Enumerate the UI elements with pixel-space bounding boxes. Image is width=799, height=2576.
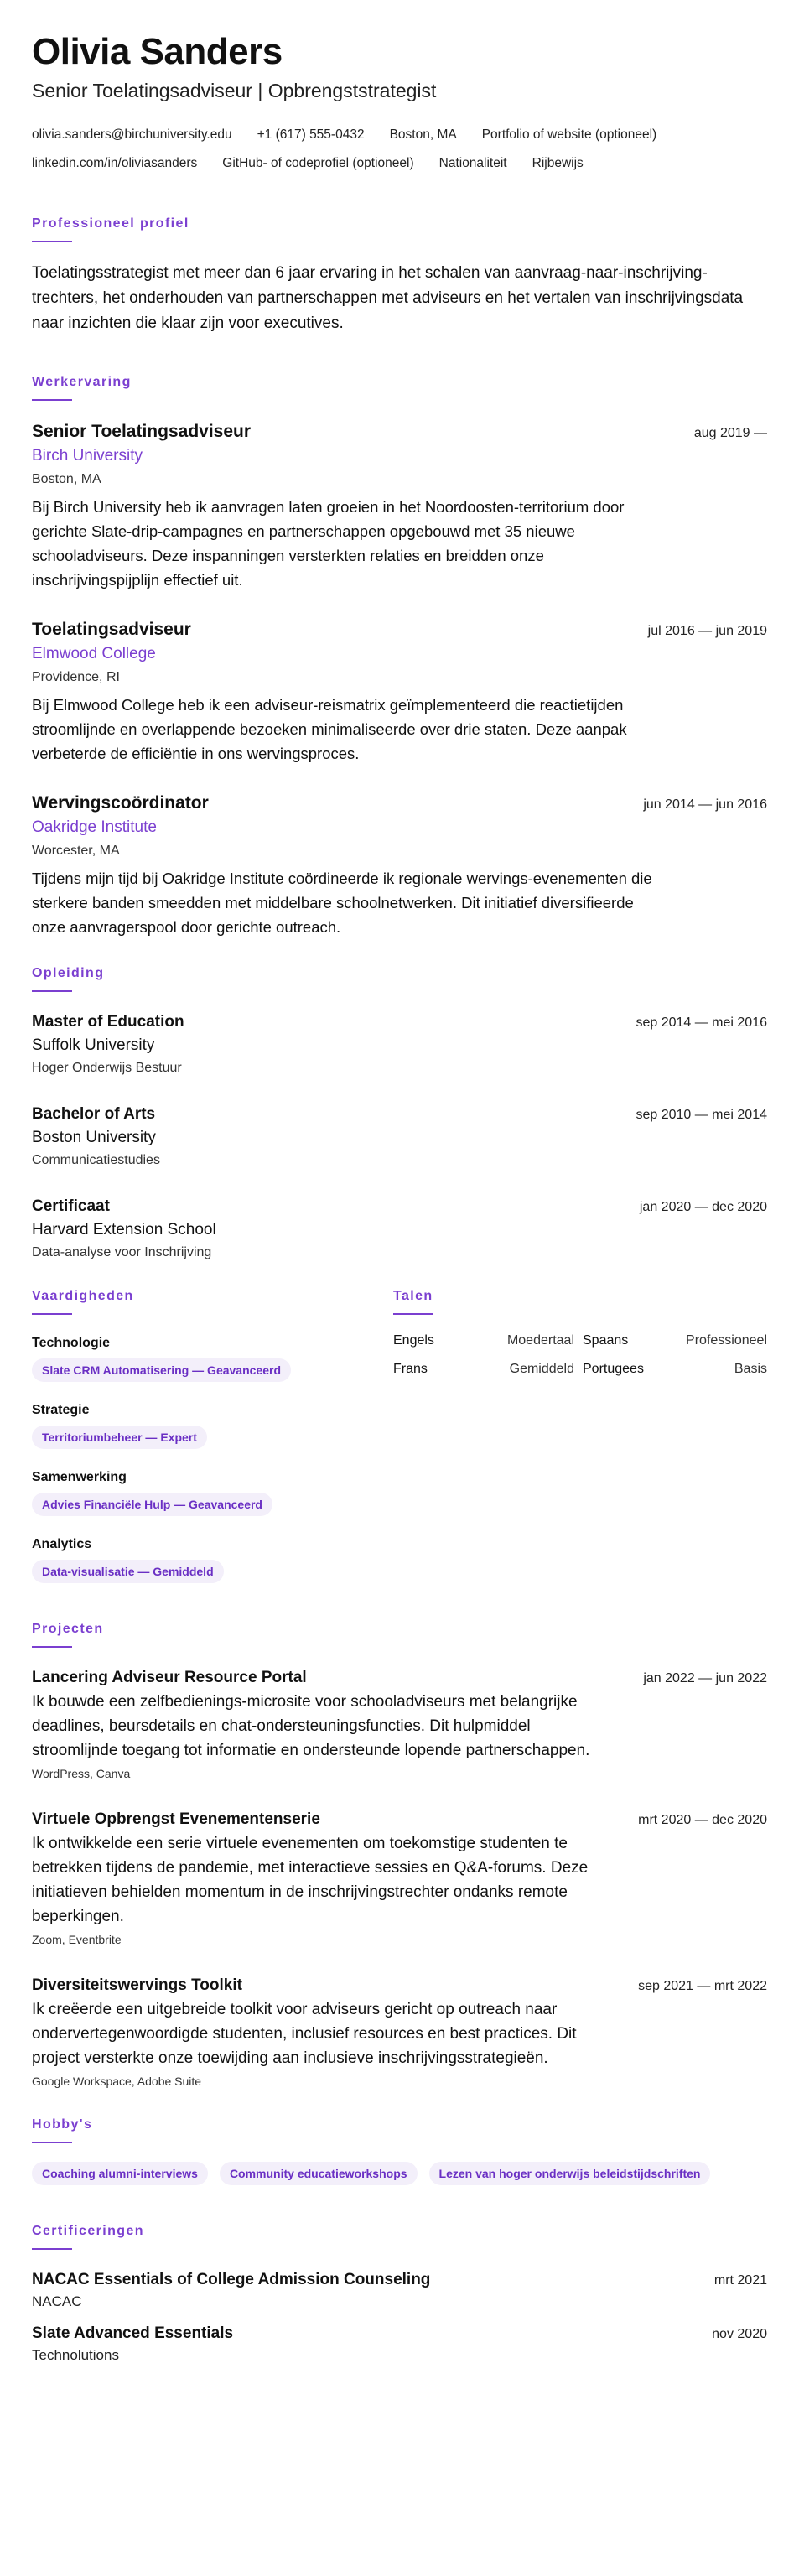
contact-list [32,121,767,178]
section-title: Werkervaring [32,375,132,389]
section-divider [32,2142,72,2143]
project-tools: WordPress, Canva [32,1767,131,1780]
education-entry [32,1195,767,1264]
section-divider [32,990,72,992]
project-dates: mrt 2020 — dec 2020 [638,1813,767,1827]
contact-drivers-license: Rijbewijs [532,156,584,170]
field-of-study: Data-analyse voor Inschrijving [32,1245,212,1259]
job-title: Senior Toelatingsadviseur [32,422,252,441]
contact-linkedin[interactable]: linkedin.com/in/oliviasanders [32,156,198,170]
certifications-section [32,2222,767,2366]
skill-category: Analytics [32,1537,92,1551]
field-of-study: Hoger Onderwijs Bestuur [32,1061,182,1075]
contact-phone[interactable]: +1 (617) 555-0432 [257,127,365,142]
language-name: Spaans [583,1333,629,1348]
contact-github[interactable]: GitHub- of codeprofiel (optioneel) [222,156,414,170]
skill-tag: Data-visualisatie — Gemiddeld [32,1560,224,1583]
skill-category: Strategie [32,1403,90,1417]
project-entry [32,1666,767,1783]
skill-tag: Slate CRM Automatisering — Geavanceerd [32,1358,291,1382]
language-name: Portugees [583,1362,644,1376]
language-level: Professioneel [686,1333,767,1348]
profile-text: Toelatingsstrategist met meer dan 6 jaar ervaring in het schalen van aanvraag-naar-inschrijving-trechters, het onderhouden van partnerschappen met adviseurs en het vertalen van inschrijvingsdata naar inzichten die klaar zijn voor executives. [32,264,744,332]
certification-issuer: Technolutions [32,2347,119,2363]
job-dates: jul 2016 — jun 2019 [647,624,767,638]
employer-name: Elmwood College [32,645,156,662]
job-location: Boston, MA [32,472,101,486]
education-dates: sep 2014 — mei 2016 [636,1015,767,1030]
degree-title: Bachelor of Arts [32,1105,156,1123]
hobby-tag: Coaching alumni-interviews [32,2162,208,2185]
projects-section [32,1620,767,2090]
contact-nationality: Nationaliteit [438,156,507,170]
experience-entry [32,419,767,592]
resume-header [32,30,767,178]
school-name: Harvard Extension School [32,1221,216,1239]
job-description: Bij Birch University heb ik aanvragen laten groeien in het Noordoosten-territorium door gerichte Slate-drip-campagnes en partnerschappen opgebouwd met 35 nieuwe schooladviseurs. Deze inspanningen versterkten relaties en breidden onze inschrijvingspijplijn effectief uit. [32,498,625,589]
job-description: Tijdens mijn tijd bij Oakridge Institute coördineerde ik regionale wervings-evenementen die sterkere banden smeedden met middelbare schoolnetwerken. Dit initiatief diversifieerde onze aanvragerspool door gerichte outreach. [32,870,652,936]
project-description: Ik creëerde een uitgebreide toolkit voor adviseurs gericht op outreach naar ondervertegenwoordigde studenten, inclusief resources en best practices. Dit project versterkte onze toewijding aan inclusieve inschrijvingsstrategieën. [32,2001,577,2067]
project-name: Virtuele Opbrengst Evenementenserie [32,1810,320,1828]
project-name: Lancering Adviseur Resource Portal [32,1669,307,1686]
section-title: Opleiding [32,966,105,980]
skill-group [32,1333,393,1400]
skill-tag: Advies Financiële Hulp — Geavanceerd [32,1493,272,1516]
hobby-list [32,2162,767,2185]
language-list [393,1333,767,1377]
section-divider [32,1313,72,1315]
project-tools: Google Workspace, Adobe Suite [32,2075,202,2088]
profile-section [32,215,767,336]
skill-category: Samenwerking [32,1470,127,1484]
project-entry [32,1808,767,1949]
experience-entry [32,791,767,939]
certification-name: Slate Advanced Essentials [32,2324,234,2342]
contact-email[interactable]: olivia.sanders@birchuniversity.edu [32,127,232,142]
section-title: Certificeringen [32,2224,144,2238]
project-name: Diversiteitswervings Toolkit [32,1976,242,1994]
section-divider [32,2248,72,2250]
degree-title: Master of Education [32,1013,184,1031]
section-title: Professioneel profiel [32,216,189,231]
section-divider [32,1646,72,1648]
project-description: Ik ontwikkelde een serie virtuele evenementen om toekomstige studenten te betrekken tijdens de pandemie, met interactieve sessies en Q&A-forums. Deze initiatieven behielden momentum in de inschrijvingstrechter ondanks remote beperkingen. [32,1835,589,1925]
language-name: Frans [393,1362,428,1376]
skill-group [32,1467,393,1535]
project-dates: jan 2022 — jun 2022 [643,1671,767,1685]
employer-name: Oakridge Institute [32,818,157,836]
skill-category: Technologie [32,1336,111,1350]
skill-group [32,1400,393,1467]
school-name: Boston University [32,1129,156,1146]
school-name: Suffolk University [32,1036,155,1054]
language-name: Engels [393,1333,434,1348]
job-title: Toelatingsadviseur [32,620,191,639]
hobby-tag: Community educatieworkshops [220,2162,418,2185]
section-divider [393,1313,433,1315]
employer-name: Birch University [32,447,143,465]
section-divider [32,241,72,242]
skill-tag: Territoriumbeheer — Expert [32,1426,207,1449]
candidate-name: Olivia Sanders [32,31,283,72]
job-dates: jun 2014 — jun 2016 [643,797,767,812]
skills-languages-section [32,1287,767,1602]
education-dates: sep 2010 — mei 2014 [636,1108,767,1122]
job-dates: aug 2019 — [693,426,767,440]
project-dates: sep 2021 — mrt 2022 [638,1979,767,1993]
education-dates: jan 2020 — dec 2020 [639,1200,767,1214]
language-level: Gemiddeld [509,1362,574,1376]
candidate-subtitle: Senior Toelatingsadviseur | Opbrengststrategist [32,80,437,101]
certification-date: mrt 2021 [713,2273,767,2288]
section-title: Vaardigheden [32,1289,134,1303]
certification-date: nov 2020 [712,2327,767,2341]
section-title: Hobby's [32,2117,93,2132]
certification-issuer: NACAC [32,2293,82,2309]
project-entry [32,1974,767,2090]
section-title: Projecten [32,1622,104,1636]
job-location: Providence, RI [32,670,120,684]
degree-title: Certificaat [32,1197,110,1215]
skill-group [32,1535,393,1602]
certification-name: NACAC Essentials of College Admission Counseling [32,2271,431,2288]
language-level: Moedertaal [506,1333,574,1348]
skills-column [32,1287,393,1602]
project-tools: Zoom, Eventbrite [32,1933,122,1946]
project-description: Ik bouwde een zelfbedienings-microsite voor schooladviseurs met belangrijke deadlines, beursdetails en chat-ondersteuningsfuncties. Dit hulpmiddel stroomlijnde toegang tot informatie en ondersteunde lopende partnerschappen. [32,1693,590,1759]
job-title: Wervingscoördinator [32,793,209,813]
contact-location: Boston, MA [389,127,457,142]
experience-entry [32,617,767,766]
hobbies-section [32,2116,767,2185]
section-divider [32,399,72,401]
experience-section [32,373,767,939]
language-level: Basis [734,1362,767,1376]
section-title: Talen [393,1289,433,1303]
education-section [32,964,767,1264]
certification-entry [32,2322,767,2366]
education-entry [32,1103,767,1171]
field-of-study: Communicatiestudies [32,1153,160,1167]
contact-portfolio[interactable]: Portfolio of website (optioneel) [481,127,657,142]
languages-column [393,1287,767,1602]
education-entry [32,1010,767,1079]
job-location: Worcester, MA [32,844,120,858]
hobby-tag: Lezen van hoger onderwijs beleidstijdschriften [429,2162,711,2185]
job-description: Bij Elmwood College heb ik een adviseur-reismatrix geïmplementeerd die reactietijden stroomlijnde en overlappende bezoeken minimaliseerde over drie staten. Deze aanpak verbeterde de efficiëntie in ons wervingsproces. [32,696,627,762]
certification-entry [32,2268,767,2312]
